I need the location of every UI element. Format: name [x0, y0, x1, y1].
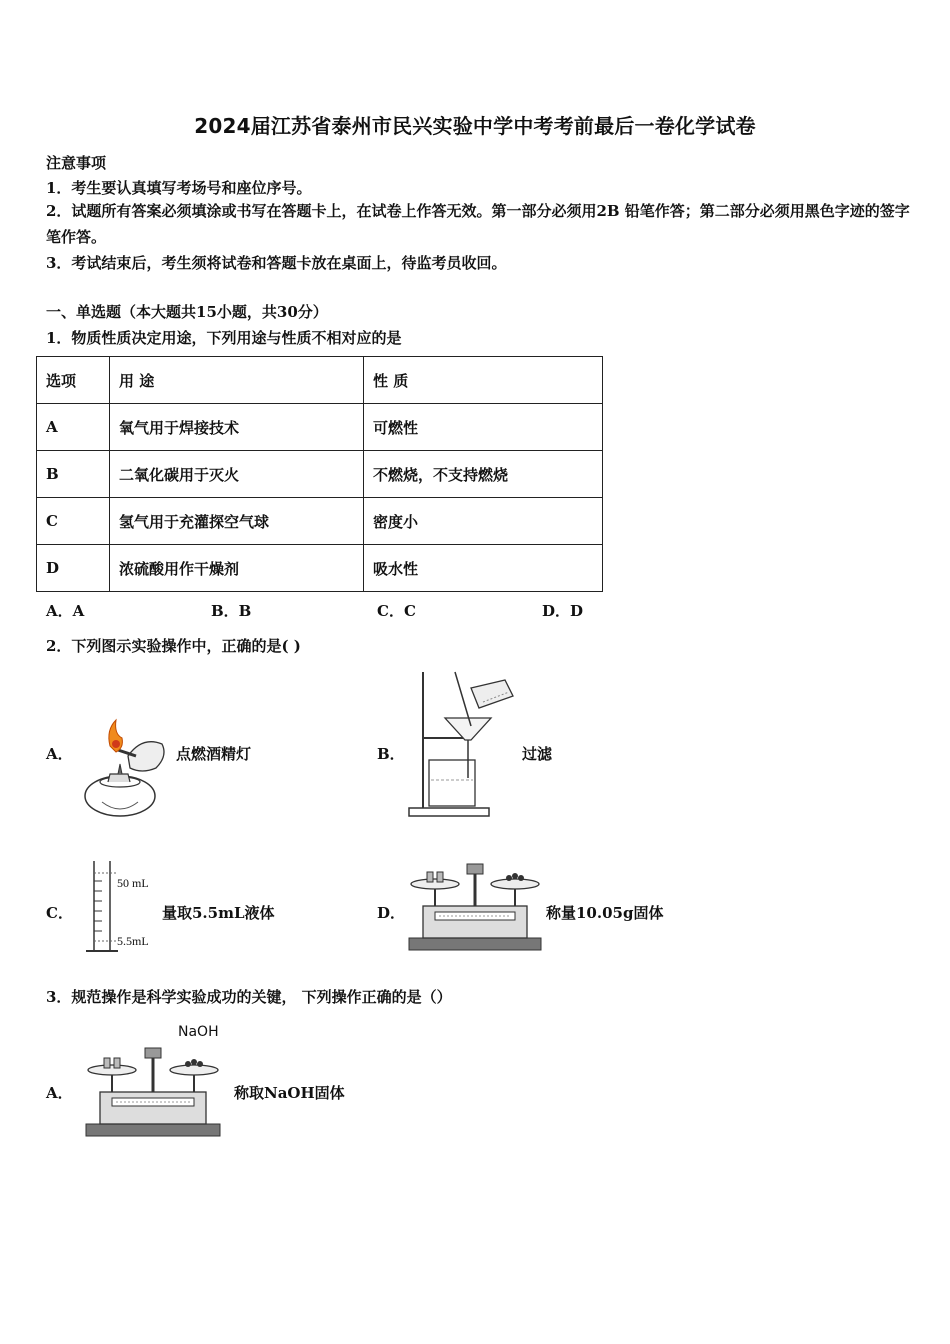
table-cell: 可燃性 [364, 404, 603, 451]
q1-stem: 1．物质性质决定用途，下列用途与性质不相对应的是 [46, 329, 402, 347]
q2-option-d-letter[interactable]: D． [377, 904, 406, 922]
table-cell: A [37, 404, 110, 451]
table-cell: D [37, 545, 110, 592]
q1-option-b[interactable]: B．B [211, 602, 252, 620]
table-row [37, 451, 603, 498]
notice-item-3: 3．考试结束后，考生须将试卷和答题卡放在桌面上，待监考员收回。 [46, 254, 507, 272]
q2-option-a-caption: 点燃酒精灯 [176, 745, 252, 763]
naoh-figure-label: NaOH [178, 1024, 219, 1040]
filtration-figure [405, 668, 520, 820]
q1-option-a[interactable]: A．A [46, 602, 85, 620]
table-header-cell: 性 质 [364, 357, 603, 404]
notice-item-1: 1．考生要认真填写考场号和座位序号。 [46, 179, 312, 197]
naoh-balance-figure [82, 1046, 224, 1140]
table-cell: 二氧化碳用于灭火 [110, 451, 364, 498]
table-header-row [37, 357, 603, 404]
q2-option-a-letter[interactable]: A． [46, 745, 73, 763]
q1-option-d[interactable]: D．D [542, 602, 584, 620]
table-header-cell: 选项 [37, 357, 110, 404]
q2-option-b-letter[interactable]: B． [377, 745, 405, 763]
table-cell: 氧气用于焊接技术 [110, 404, 364, 451]
table-cell: 吸水性 [364, 545, 603, 592]
q3-stem: 3．规范操作是科学实验成功的关键， 下列操作正确的是（） [46, 988, 452, 1006]
q2-option-b-caption: 过滤 [522, 745, 553, 763]
q2-option-c-caption: 量取5.5mL液体 [162, 904, 275, 922]
table-row [37, 545, 603, 592]
table-cell: 氢气用于充灌探空气球 [110, 498, 364, 545]
table-cell: 浓硫酸用作干燥剂 [110, 545, 364, 592]
q3-option-a-caption: 称取NaOH固体 [234, 1084, 345, 1102]
alcohol-lamp-figure [80, 716, 175, 822]
cylinder-label-top: 50 mL [117, 876, 149, 890]
table-cell: 不燃烧，不支持燃烧 [364, 451, 603, 498]
q1-option-c[interactable]: C．C [377, 602, 416, 620]
notice-heading: 注意事项 [46, 154, 107, 172]
table-cell: B [37, 451, 110, 498]
page-title: 2024届江苏省泰州市民兴实验中学中考考前最后一卷化学试卷 [194, 114, 756, 138]
q1-table [36, 356, 603, 592]
notice-item-2: 2．试题所有答案必须填涂或书写在答题卡上，在试卷上作答无效。第一部分必须用2B 铅笔作答；第二部分必须用黑色字迹的签字笔作答。 [46, 202, 910, 246]
table-header-cell: 用 途 [110, 357, 364, 404]
q2-option-d-caption: 称量10.05g固体 [546, 904, 664, 922]
q3-option-a-letter[interactable]: A． [46, 1084, 73, 1102]
q2-stem: 2．下列图示实验操作中，正确的是( ) [46, 637, 301, 655]
cylinder-label-bottom: 5.5mL [117, 934, 149, 948]
section-heading: 一、单选题（本大题共15小题，共30分） [46, 303, 328, 321]
balance-figure [405, 862, 545, 954]
q2-option-c-letter[interactable]: C． [46, 904, 73, 922]
table-row [37, 404, 603, 451]
table-cell: C [37, 498, 110, 545]
table-row [37, 498, 603, 545]
table-cell: 密度小 [364, 498, 603, 545]
